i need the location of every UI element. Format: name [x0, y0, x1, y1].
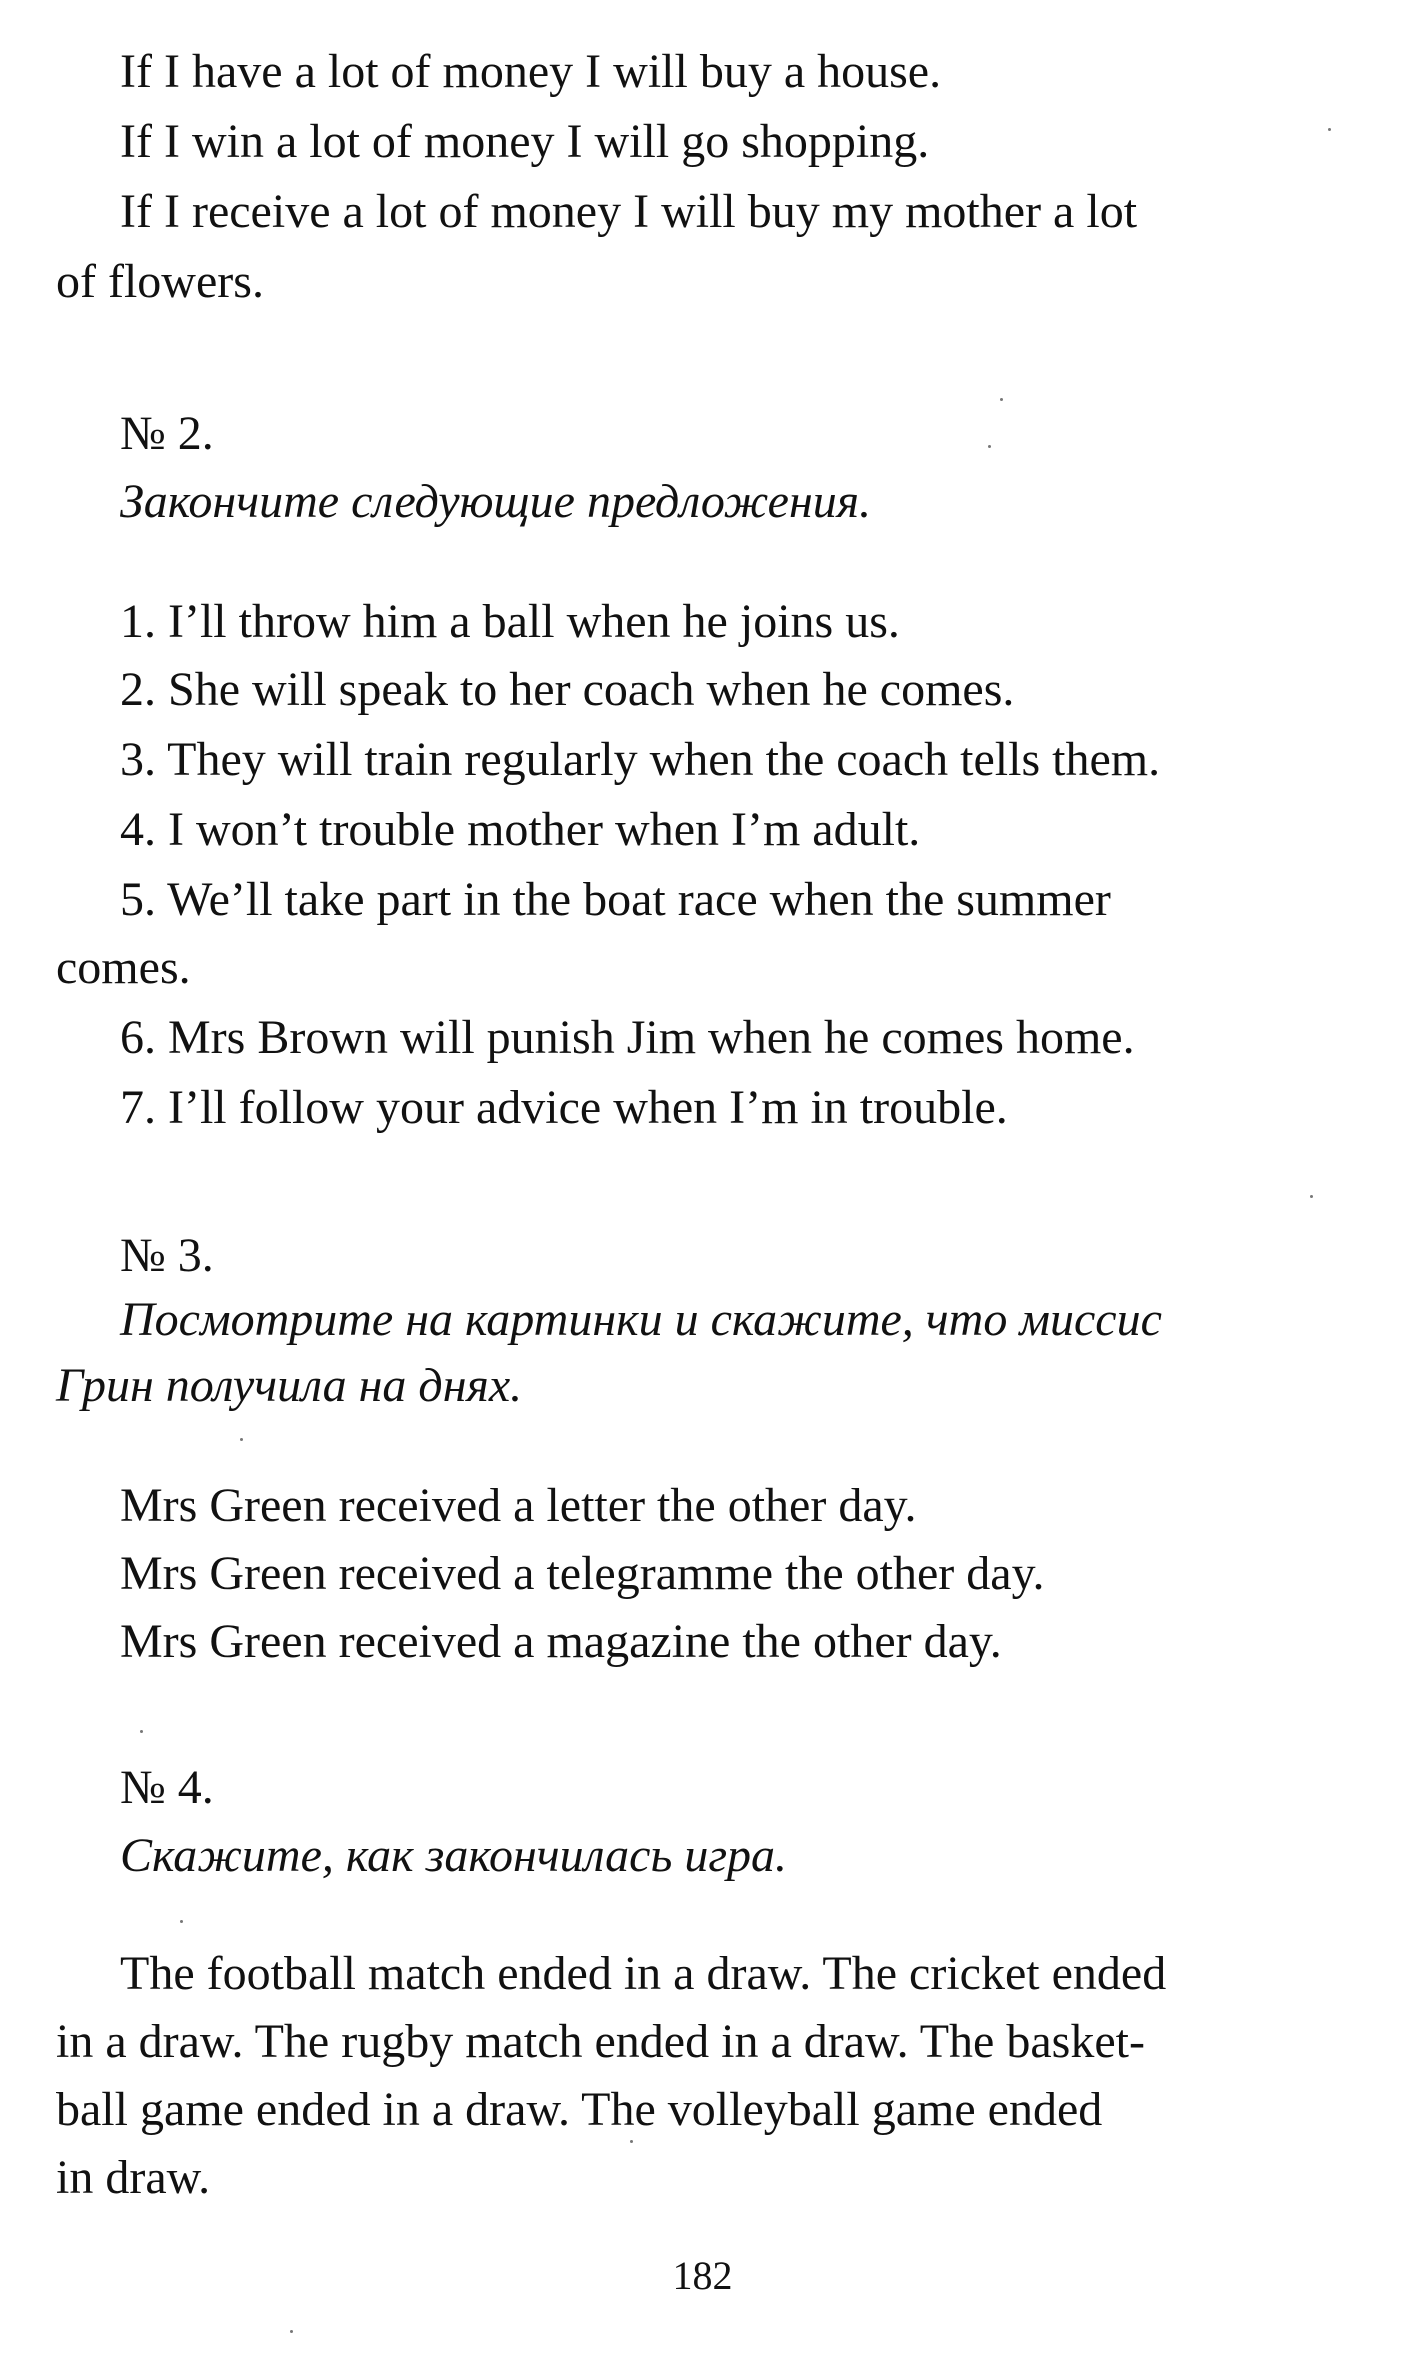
exercise-3-item: Mrs Green received a magazine the other day. [120, 1615, 1002, 1668]
exercise-4-line: ball game ended in a draw. The volleyball game ended [56, 2083, 1103, 2136]
exercise-3-instruction-a: Посмотрите на картинки и скажите, что миссис [120, 1293, 1162, 1346]
exercise-4-instruction: Скажите, как закончилась игра. [120, 1829, 788, 1882]
exercise-2-item: 7. I’ll follow your advice when I’m in trouble. [120, 1081, 1008, 1134]
intro-line-2: If I win a lot of money I will go shopping. [120, 115, 930, 168]
exercise-2-number: № 2. [120, 407, 214, 460]
scan-speck [140, 1730, 143, 1733]
exercise-2-item: 2. She will speak to her coach when he comes. [120, 663, 1015, 716]
exercise-2-item: 3. They will train regularly when the coach tells them. [120, 733, 1161, 786]
exercise-3-item: Mrs Green received a telegramme the other day. [120, 1547, 1045, 1600]
scan-speck [180, 1920, 183, 1923]
scan-speck [630, 2140, 633, 2143]
exercise-4-number: № 4. [120, 1761, 214, 1814]
exercise-4-line: in a draw. The rugby match ended in a draw. The basket- [56, 2015, 1145, 2068]
exercise-2-instruction: Закончите следующие предложения. [120, 475, 872, 528]
exercise-2-item: 5. We’ll take part in the boat race when the summer [120, 873, 1111, 926]
scan-speck [240, 1438, 243, 1441]
scan-speck [290, 2330, 293, 2333]
exercise-4-line: The football match ended in a draw. The cricket ended [120, 1947, 1167, 2000]
intro-line-1: If I have a lot of money I will buy a house. [120, 45, 942, 98]
exercise-2-item: 1. I’ll throw him a ball when he joins us. [120, 595, 900, 648]
intro-line-3b: of flowers. [56, 255, 264, 308]
scan-speck [1310, 1195, 1313, 1198]
exercise-3-item: Mrs Green received a letter the other day. [120, 1479, 917, 1532]
exercise-2-item: 4. I won’t trouble mother when I’m adult. [120, 803, 921, 856]
exercise-3-number: № 3. [120, 1229, 214, 1282]
exercise-4-line: in draw. [56, 2151, 211, 2204]
page-number: 182 [672, 2253, 733, 2298]
scan-speck [1328, 128, 1331, 131]
intro-line-3a: If I receive a lot of money I will buy my mother a lot [120, 185, 1138, 238]
scan-speck [988, 445, 991, 448]
exercise-3-instruction-b: Грин получила на днях. [56, 1359, 523, 1412]
scan-speck [1000, 398, 1003, 401]
exercise-2-item: 6. Mrs Brown will punish Jim when he comes home. [120, 1011, 1135, 1064]
exercise-2-item-continued: comes. [56, 941, 191, 994]
